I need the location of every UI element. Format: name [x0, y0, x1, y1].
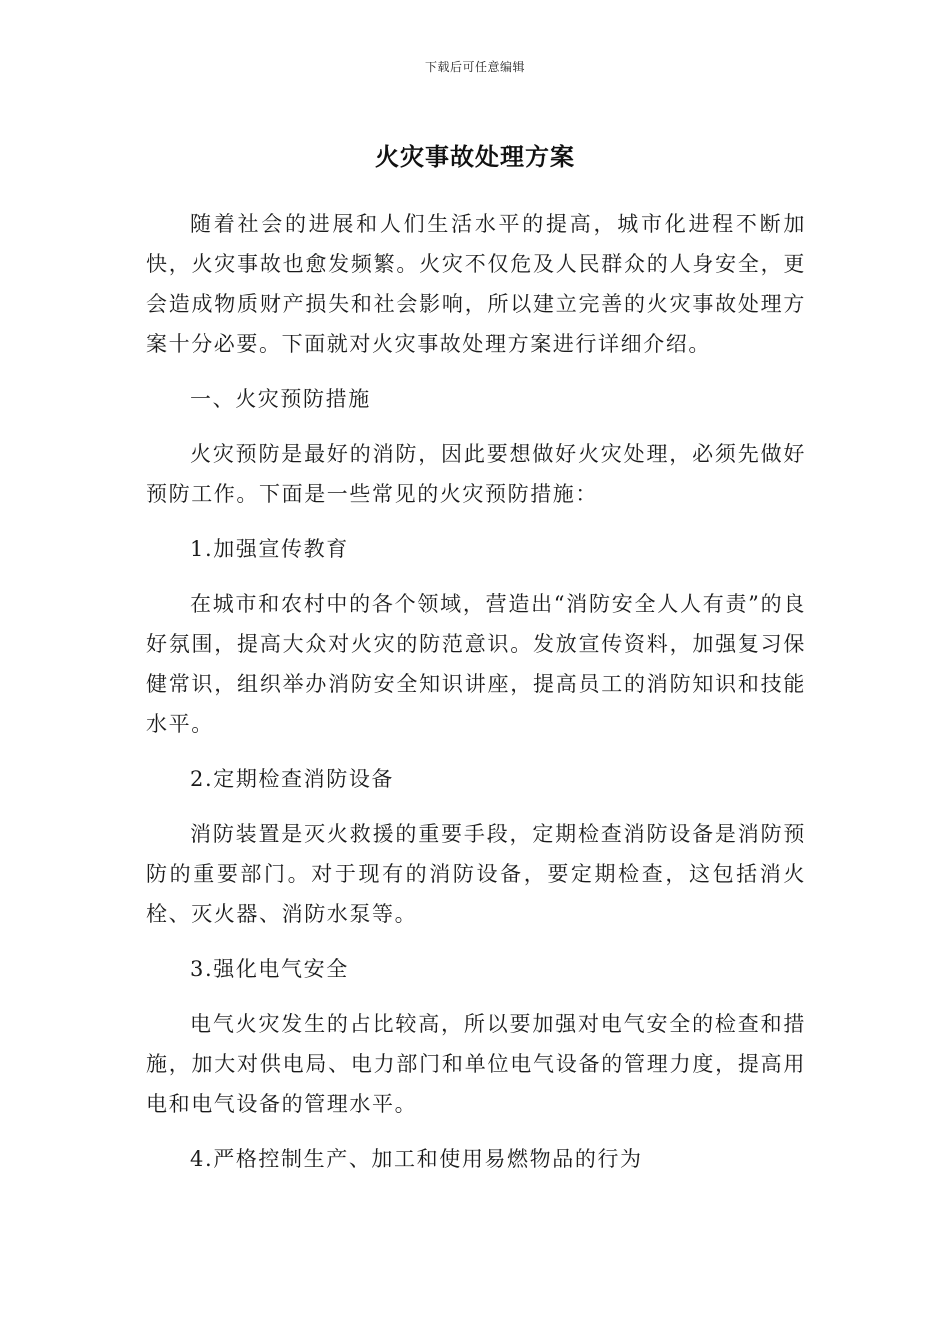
document-body — [146, 204, 806, 1194]
subheading-electrical-safety: 3.强化电气安全 — [190, 957, 349, 981]
publicity-education-paragraph: 在城市和农村中的各个领域，营造出“消防安全人人有责”的良好氛围，提高大众对火灾的防范意识。发放宣传资料，加强复习保健常识，组织举办消防安全知识讲座，提高员工的消防知识和技能水平。 — [146, 592, 806, 736]
prevention-intro-paragraph: 火灾预防是最好的消防，因此要想做好火灾处理，必须先做好预防工作。下面是一些常见的火灾预防措施： — [146, 442, 806, 506]
header-note: 下载后可任意编辑 — [424, 60, 525, 74]
electrical-safety-paragraph: 电气火灾发生的占比较高，所以要加强对电气安全的检查和措施，加大对供电局、电力部门和单位电气设备的管理力度，提高用电和电气设备的管理水平。 — [146, 1012, 806, 1116]
subheading-flammable-control: 4.严格控制生产、加工和使用易燃物品的行为 — [190, 1147, 643, 1171]
equipment-inspection-paragraph: 消防装置是灭火救援的重要手段，定期检查消防设备是消防预防的重要部门。对于现有的消防设备，要定期检查，这包括消火栓、灭火器、消防水泵等。 — [146, 822, 806, 926]
document-title: 火灾事故处理方案 — [375, 143, 575, 171]
subheading-equipment-inspection: 2.定期检查消防设备 — [190, 767, 395, 791]
intro-paragraph: 随着社会的进展和人们生活水平的提高，城市化进程不断加快，火灾事故也愈发频繁。火灾不仅危及人民群众的人身安全，更会造成物质财产损失和社会影响，所以建立完善的火灾事故处理方案十分必要。下面就对火灾事故处理方案进行详细介绍。 — [146, 212, 806, 356]
subheading-publicity-education: 1.加强宣传教育 — [190, 537, 349, 561]
section-heading-fire-prevention: 一、火灾预防措施 — [190, 387, 371, 411]
